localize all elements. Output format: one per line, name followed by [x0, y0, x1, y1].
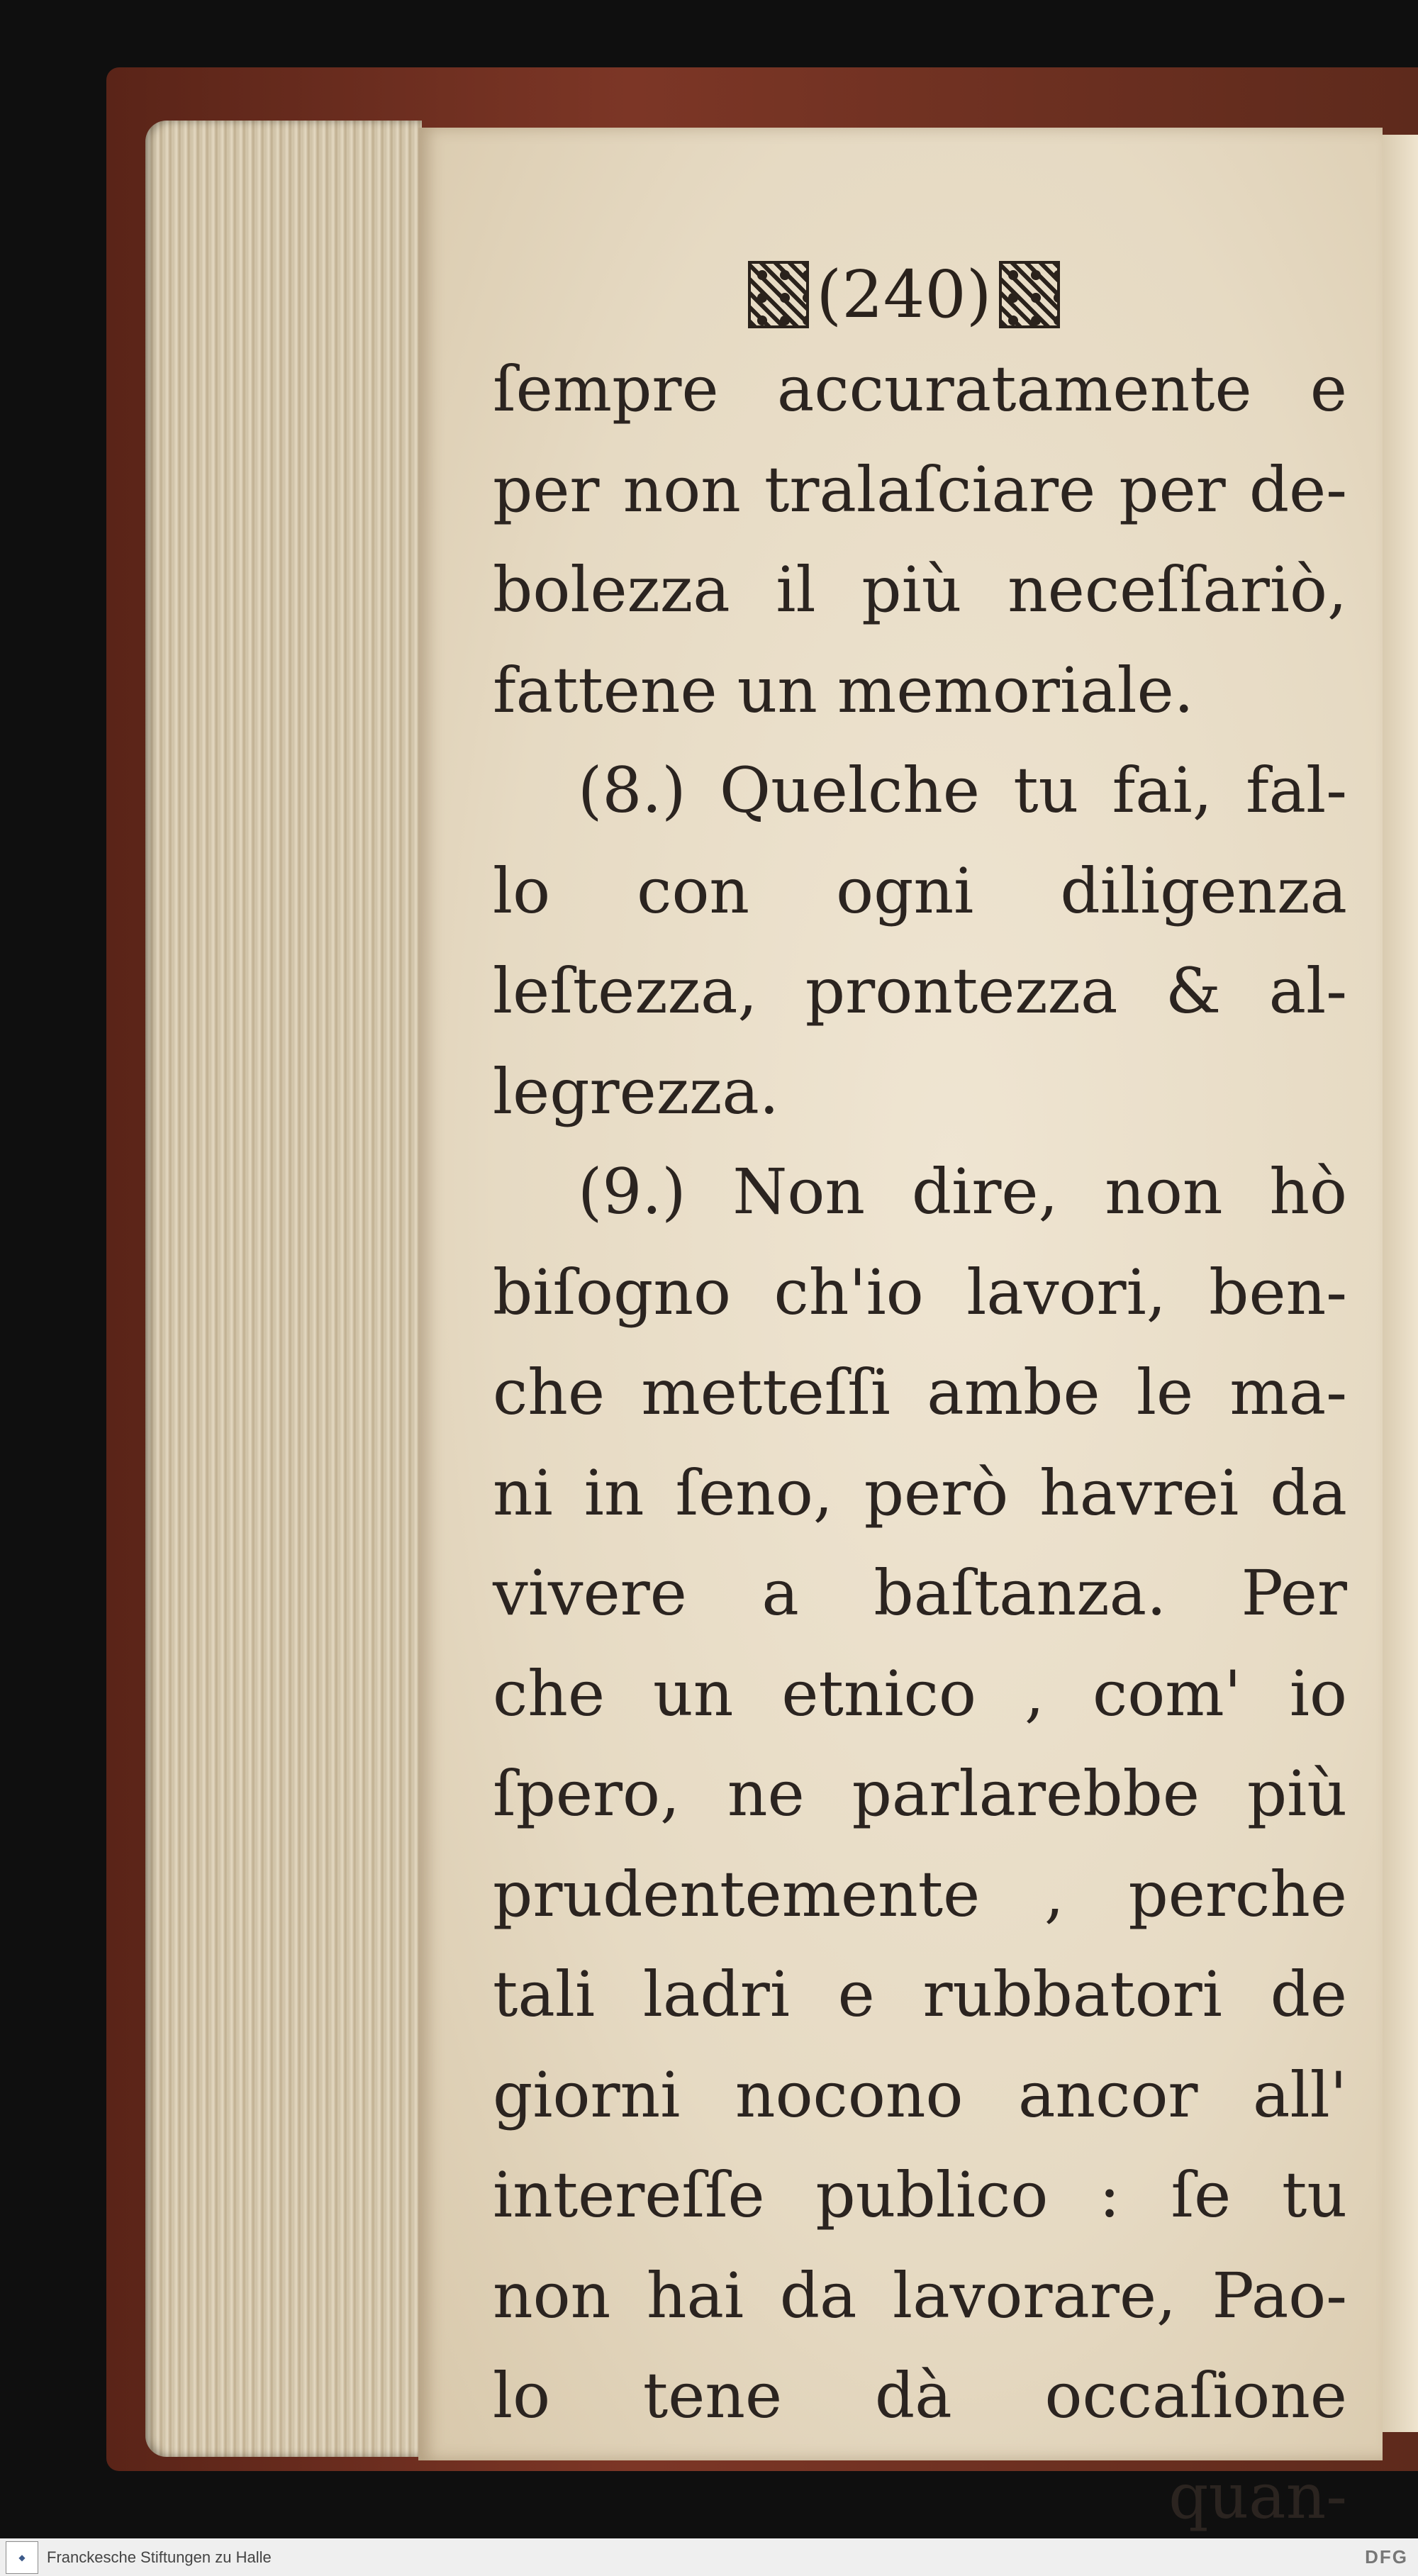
text-line: fattene un memoriale.: [493, 653, 1194, 727]
text-line: bolezza il più neceſſariò,: [493, 553, 1347, 626]
text-line: vivere a baſtanza. Per: [493, 1556, 1347, 1629]
text-line: giorni nocono ancor all': [493, 2058, 1347, 2131]
text-line: prudentemente , perche: [493, 1857, 1347, 1931]
ornament-right-icon: [999, 261, 1060, 328]
funder-logo: DFG: [1365, 2546, 1408, 2567]
text-line: ſpero, ne parlarebbe più: [493, 1757, 1347, 1830]
text-line: tali ladri e rubbatori de: [493, 1958, 1347, 2031]
text-line: per non tralaſciare per de-: [493, 452, 1347, 526]
page-header: [748, 252, 1060, 337]
institution-name: Franckesche Stiftungen zu Halle: [47, 2548, 272, 2566]
text-line: lo con ogni diligenza: [493, 854, 1347, 927]
text-line: biſogno ch'io lavori, ben-: [493, 1255, 1347, 1329]
text-line: leſtezza, prontezza & al-: [493, 954, 1347, 1027]
text-line: lo tene dà occaſione: [493, 2359, 1347, 2432]
text-line: ni in ſeno, però havrei da: [493, 1456, 1347, 1529]
text-line: che metteſſi ambe le ma-: [493, 1356, 1347, 1429]
catchword: quan-: [1168, 2459, 1347, 2533]
ornament-left-icon: [748, 261, 809, 328]
text-line: intereſſe publico : ſe tu: [493, 2158, 1347, 2231]
text-line: che un etnico , com' io: [493, 1656, 1347, 1730]
text-line: (8.) Quelche tu fai, fal-: [578, 754, 1347, 827]
text-line: (9.) Non dire, non hò: [578, 1155, 1347, 1228]
page-edges: [145, 121, 422, 2457]
text-line: ſempre accuratamente e: [493, 352, 1347, 425]
facing-page-edge: [1383, 135, 1418, 2432]
body-text: [493, 339, 1347, 2546]
text-line: non hai da lavorare, Pao-: [493, 2258, 1347, 2332]
text-line: legrezza.: [493, 1054, 779, 1128]
viewer-footer: [0, 2538, 1418, 2576]
footer-credit: [0, 2541, 272, 2574]
page-number: (240): [816, 256, 992, 333]
institution-logo-icon: ◆: [6, 2541, 38, 2574]
